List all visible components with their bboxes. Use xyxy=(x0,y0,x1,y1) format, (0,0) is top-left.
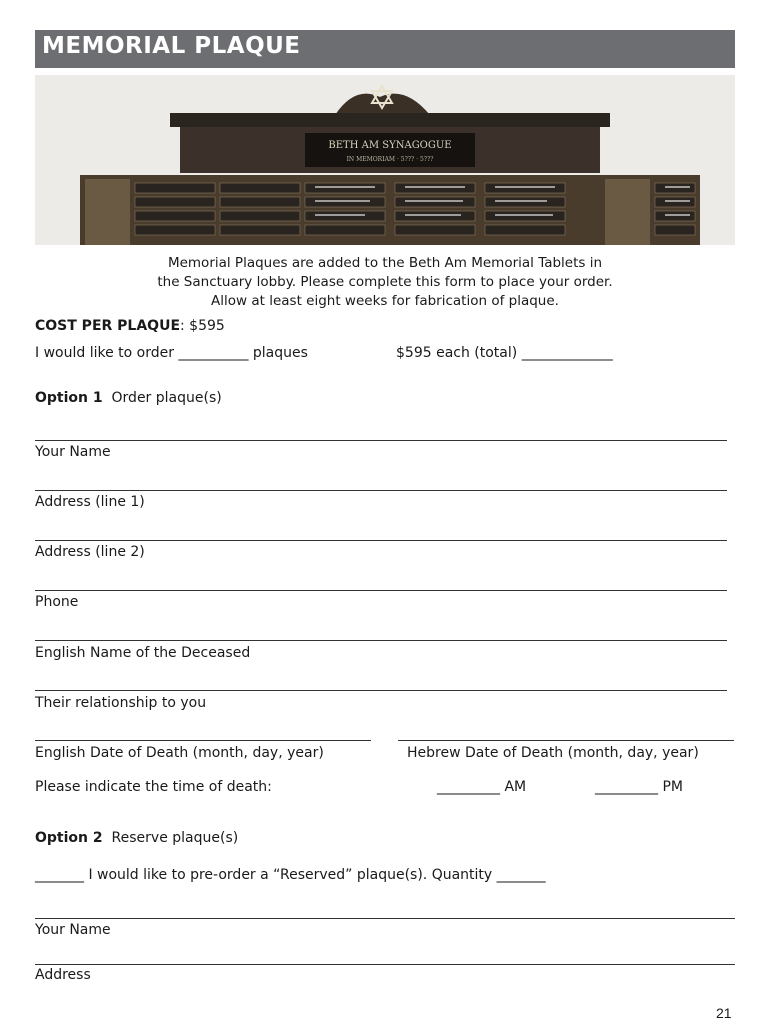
preorder-line xyxy=(35,867,546,883)
page-title: MEMORIAL PLAQUE xyxy=(42,33,301,59)
deceased-name-field[interactable] xyxy=(35,640,727,641)
english-date-field[interactable] xyxy=(35,740,371,741)
am-blank[interactable]: _________ xyxy=(437,779,500,795)
hebrew-date-field[interactable] xyxy=(398,740,734,741)
phone-field[interactable] xyxy=(35,590,727,591)
field-label: Their relationship to you xyxy=(35,695,207,711)
field-label: Your Name xyxy=(35,922,111,938)
field-label: Address (line 1) xyxy=(35,494,145,510)
option1-heading xyxy=(35,390,222,406)
tablet-title: BETH AM SYNAGOGUE xyxy=(328,140,452,151)
pm-option xyxy=(595,779,683,795)
intro-line: the Sanctuary lobby. Please complete this form to place your order. xyxy=(157,274,613,290)
pm-blank[interactable]: _________ xyxy=(595,779,658,795)
field-label: Address xyxy=(35,967,91,983)
each-total-label: $595 each (total) xyxy=(396,345,522,361)
reserve-address-field[interactable] xyxy=(35,964,735,965)
tablet-subtitle: IN MEMORIAM · 5??? · 5??? xyxy=(346,156,434,163)
option2-label: Option 2 xyxy=(35,830,103,846)
hebrew-date-label: Hebrew Date of Death (month, day, year) xyxy=(407,745,699,761)
option1-label: Option 1 xyxy=(35,390,103,406)
address-line1-field[interactable] xyxy=(35,490,727,491)
cost-label: COST PER PLAQUE xyxy=(35,318,181,334)
option2-heading xyxy=(35,830,238,846)
field-label: Address (line 2) xyxy=(35,544,145,560)
order-suffix: plaques xyxy=(248,345,308,361)
order-quantity-blank[interactable]: __________ xyxy=(178,345,249,361)
time-of-death-prompt: Please indicate the time of death: xyxy=(35,779,272,795)
your-name-field[interactable] xyxy=(35,440,727,441)
field-label: English Name of the Deceased xyxy=(35,645,251,661)
quantity-blank[interactable]: _______ xyxy=(496,867,546,883)
preorder-blank[interactable]: _______ xyxy=(35,867,84,883)
am-label: AM xyxy=(500,779,527,795)
cost-per-plaque xyxy=(35,318,225,334)
field-label: Phone xyxy=(35,594,79,610)
relationship-field[interactable] xyxy=(35,690,727,691)
page-number: 21 xyxy=(716,1005,732,1021)
order-total-line xyxy=(396,345,613,361)
pm-label: PM xyxy=(658,779,683,795)
order-total-blank[interactable]: _____________ xyxy=(521,345,613,361)
memorial-tablets-illustration xyxy=(35,75,735,245)
intro-line: Allow at least eight weeks for fabrication of plaque. xyxy=(211,293,559,309)
option2-title: Reserve plaque(s) xyxy=(111,830,239,846)
memorial-tablets-photo xyxy=(35,75,735,245)
section-header xyxy=(35,30,735,68)
intro-paragraph xyxy=(60,254,710,311)
english-date-label: English Date of Death (month, day, year) xyxy=(35,745,324,761)
preorder-text: I would like to pre-order a “Reserved” plaque(s). Quantity xyxy=(84,867,497,883)
order-prefix: I would like to order xyxy=(35,345,179,361)
cost-value: : $595 xyxy=(180,318,225,334)
address-line2-field[interactable] xyxy=(35,540,727,541)
order-quantity-line xyxy=(35,345,308,361)
field-label: Your Name xyxy=(35,444,111,460)
option1-title: Order plaque(s) xyxy=(111,390,222,406)
intro-line: Memorial Plaques are added to the Beth Am Memorial Tablets in xyxy=(167,255,603,271)
reserve-name-field[interactable] xyxy=(35,918,735,919)
am-option xyxy=(437,779,526,795)
